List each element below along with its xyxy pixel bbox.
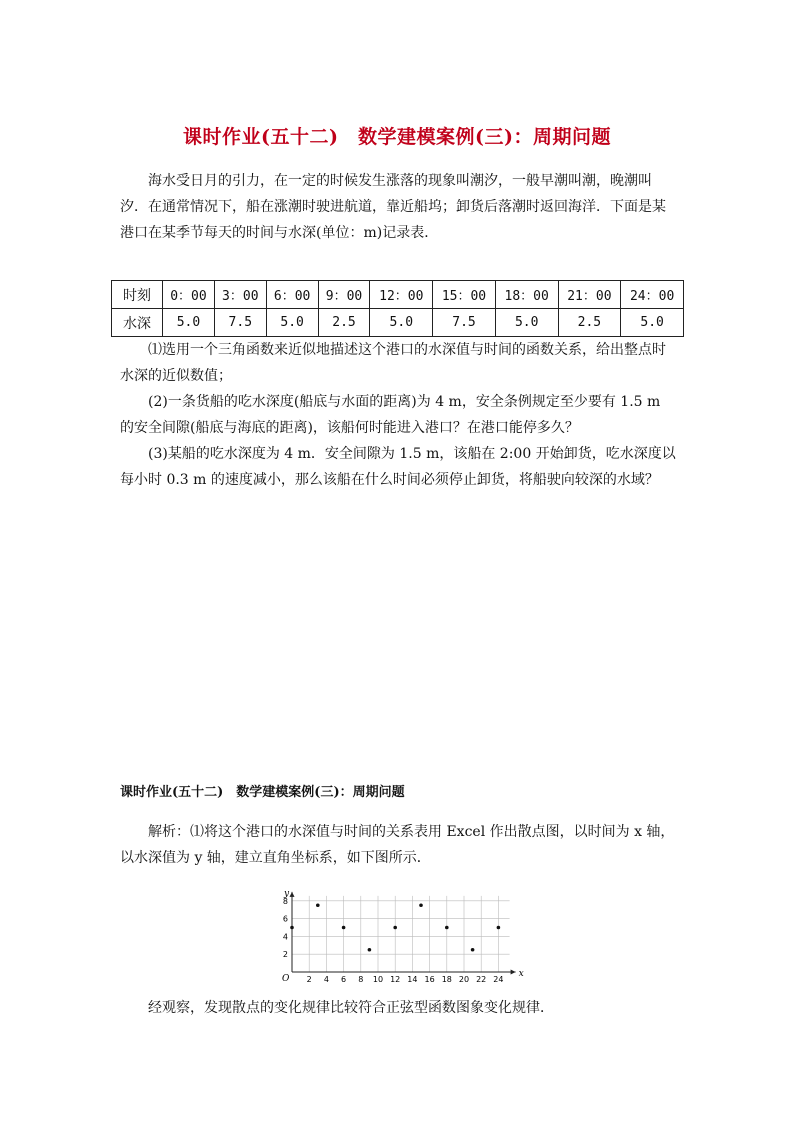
x-tick-label: 6	[341, 975, 347, 984]
x-tick-label: 12	[390, 975, 401, 984]
y-tick-label: 4	[282, 932, 288, 942]
y-axis-arrow-icon	[290, 892, 295, 897]
x-tick-label: 4	[323, 975, 329, 984]
table-cell: 5.0	[163, 309, 215, 337]
y-tick-label: 8	[282, 896, 288, 906]
data-point	[445, 926, 449, 930]
scatter-chart	[280, 880, 550, 985]
y-tick-label: 2	[282, 950, 288, 960]
chart-grid	[292, 896, 510, 972]
data-point	[419, 903, 423, 907]
table-cell: 0：00	[163, 281, 215, 309]
table-cell: 24：00	[621, 281, 684, 309]
intro-paragraph: 海水受日月的引力，在一定的时候发生涨落的现象叫潮汐，一般早潮叫潮，晚潮叫汐．在通常情况下，船在涨潮时驶进航道，靠近船坞；卸货后落潮时返回海洋．下面是某港口在某季节每天的时间与水深(单位：m)记录表．	[120, 173, 666, 241]
question-2: (2)一条货船的吃水深度(船底与水面的距离)为 4 m，安全条例规定至少要有 1.5 m 的安全间隙(船底与海底的距离)，该船何时能进入港口？在港口能停多久？	[120, 394, 661, 436]
table-cell: 5.0	[495, 309, 558, 337]
table-row	[112, 309, 684, 337]
x-tick-label: 22	[476, 975, 487, 984]
x-tick-label: 16	[424, 975, 435, 984]
x-tick-label: 14	[407, 975, 418, 984]
table-cell: 5.0	[370, 309, 433, 337]
table-header-depth: 水深	[112, 309, 163, 337]
y-axis-label: y	[284, 888, 290, 899]
table-cell: 5.0	[621, 309, 684, 337]
data-point	[393, 926, 397, 930]
data-point	[497, 926, 501, 930]
solution-paragraph: 解析：⑴将这个港口的水深值与时间的关系表用 Excel 作出散点图，以时间为 x 轴，以水深值为 y 轴，建立直角坐标系，如下图所示．	[120, 824, 675, 866]
answer-section-title: 课时作业(五十二) 数学建模案例(三)：周期问题	[120, 785, 405, 800]
table-cell: 7.5	[214, 309, 266, 337]
tide-table	[111, 280, 684, 337]
table-cell: 2.5	[318, 309, 370, 337]
data-point	[368, 948, 372, 952]
x-axis-arrow-icon	[511, 970, 516, 975]
data-point	[290, 926, 294, 930]
x-axis-label: x	[518, 969, 524, 979]
table-cell: 12：00	[370, 281, 433, 309]
table-cell: 2.5	[558, 309, 621, 337]
table-row	[112, 281, 684, 309]
data-point	[471, 948, 475, 952]
origin-label: O	[282, 974, 290, 984]
table-cell: 6：00	[266, 281, 318, 309]
x-tick-label: 20	[458, 975, 470, 984]
conclusion-paragraph: 经观察，发现散点的变化规律比较符合正弦型函数图象变化规律．	[148, 1000, 554, 1016]
question-3: (3)某船的吃水深度为 4 m．安全间隙为 1.5 m，该船在 2:00 开始卸货，吃水深度以每小时 0.3 m 的速度减小，那么该船在什么时间必须停止卸货，将船驶向较深的水域？	[120, 446, 676, 488]
data-point	[316, 903, 320, 907]
y-tick-label: 6	[282, 914, 288, 924]
x-tick-label: 8	[358, 975, 364, 984]
table-cell: 18：00	[495, 281, 558, 309]
table-cell: 3：00	[214, 281, 266, 309]
x-tick-label: 10	[372, 975, 384, 984]
table-cell: 7.5	[433, 309, 496, 337]
x-tick-label: 18	[441, 975, 452, 984]
question-1: ⑴选用一个三角函数来近似地描述这个港口的水深值与时间的函数关系，给出整点时水深的近似数值；	[120, 342, 666, 384]
table-cell: 5.0	[266, 309, 318, 337]
table-cell: 21：00	[558, 281, 621, 309]
table-cell: 15：00	[433, 281, 496, 309]
x-tick-label: 2	[306, 975, 312, 984]
x-tick-label: 24	[493, 975, 504, 984]
chart-ticks	[283, 897, 504, 984]
table-header-time: 时刻	[112, 281, 163, 309]
data-point	[342, 926, 346, 930]
page-title: 课时作业(五十二) 数学建模案例(三)：周期问题	[183, 126, 611, 148]
table-cell: 9：00	[318, 281, 370, 309]
